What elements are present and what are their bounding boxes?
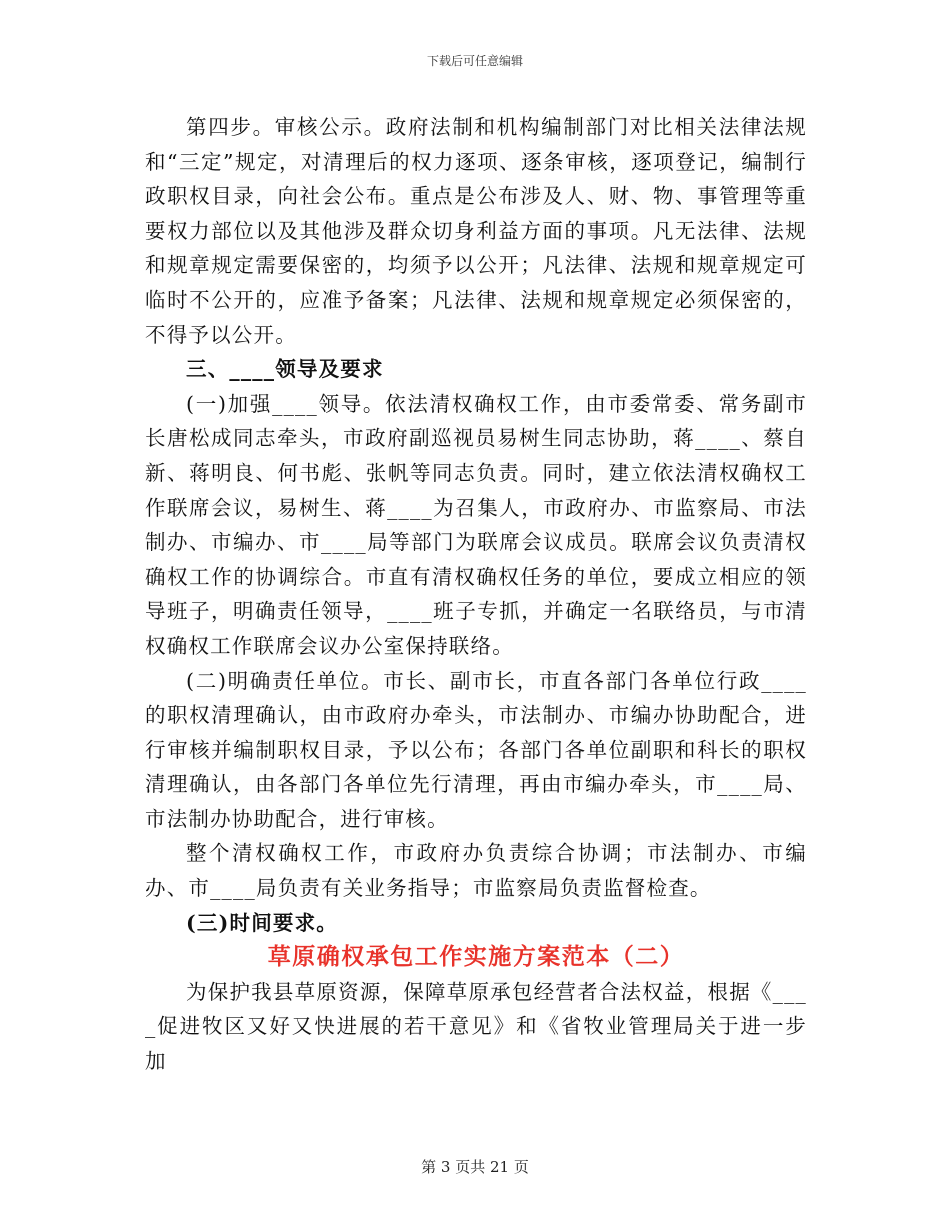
paragraph-responsible-units: (二)明确责任单位。市长、副市长，市直各部门各单位行政____的职权清理确认，由市政府办牵头，市法制办、市编办协助配合，进行审核并编制职权目录，予以公布；各部门各单位副职和科长的职权清理确认，由各部门各单位先行清理，再由市编办牵头，市____局、市法制办协助配合，进行审核。 [145,668,807,831]
paragraph-step-four: 第四步。审核公示。政府法制和机构编制部门对比相关法律法规和“三定”规定，对清理后的权力逐项、逐条审核，逐项登记，编制行政职权目录，向社会公布。重点是公布涉及人、财、物、事管理等重要权力部位以及其他涉及群众切身利益方面的事项。凡无法律、法规和规章规定需要保密的，均须予以公开；凡法律、法规和规章规定可临时不公开的，应准予备案；凡法律、法规和规章规定必须保密的，不得予以公开。 [145,115,807,347]
heading-time-requirements: (三)时间要求。 [186,910,338,935]
section-title: 草原确权承包工作实施方案范本（二） [267,943,685,971]
page-header: 下载后可任意编辑 [426,54,523,68]
document-body [145,110,807,1079]
heading-leadership: 三、____领导及要求 [186,357,384,382]
paragraph-grassland-intro: 为保护我县草原资源，保障草原承包经营者合法权益，根据《____促进牧区又好又快进展的若干意见》和《省牧业管理局关于进一步加 [145,979,807,1074]
paragraph-strengthen-leadership: (一)加强____领导。依法清权确权工作，由市委常委、常务副市长唐松成同志牵头，市政府副巡视员易树生同志协助，蒋____、蔡自新、蒋明良、何书彪、张帆等同志负责。同时，建立依法清权确权工作联席会议，易树生、蒋____为召集人，市政府办、市监察局、市法制办、市编办、市____局等部门为联席会议成员。联席会议负责清权确权工作的协调综合。市直有清权确权任务的单位，要成立相应的领导班子，明确责任领导，____班子专抓，并确定一名联络员，与市清权确权工作联席会议办公室保持联络。 [145,391,807,658]
page-number: 第 3 页共 21 页 [421,1158,529,1176]
paragraph-overall-coordination: 整个清权确权工作，市政府办负责综合协调；市法制办、市编办、市____局负责有关业务指导；市监察局负责监督检查。 [145,841,807,901]
